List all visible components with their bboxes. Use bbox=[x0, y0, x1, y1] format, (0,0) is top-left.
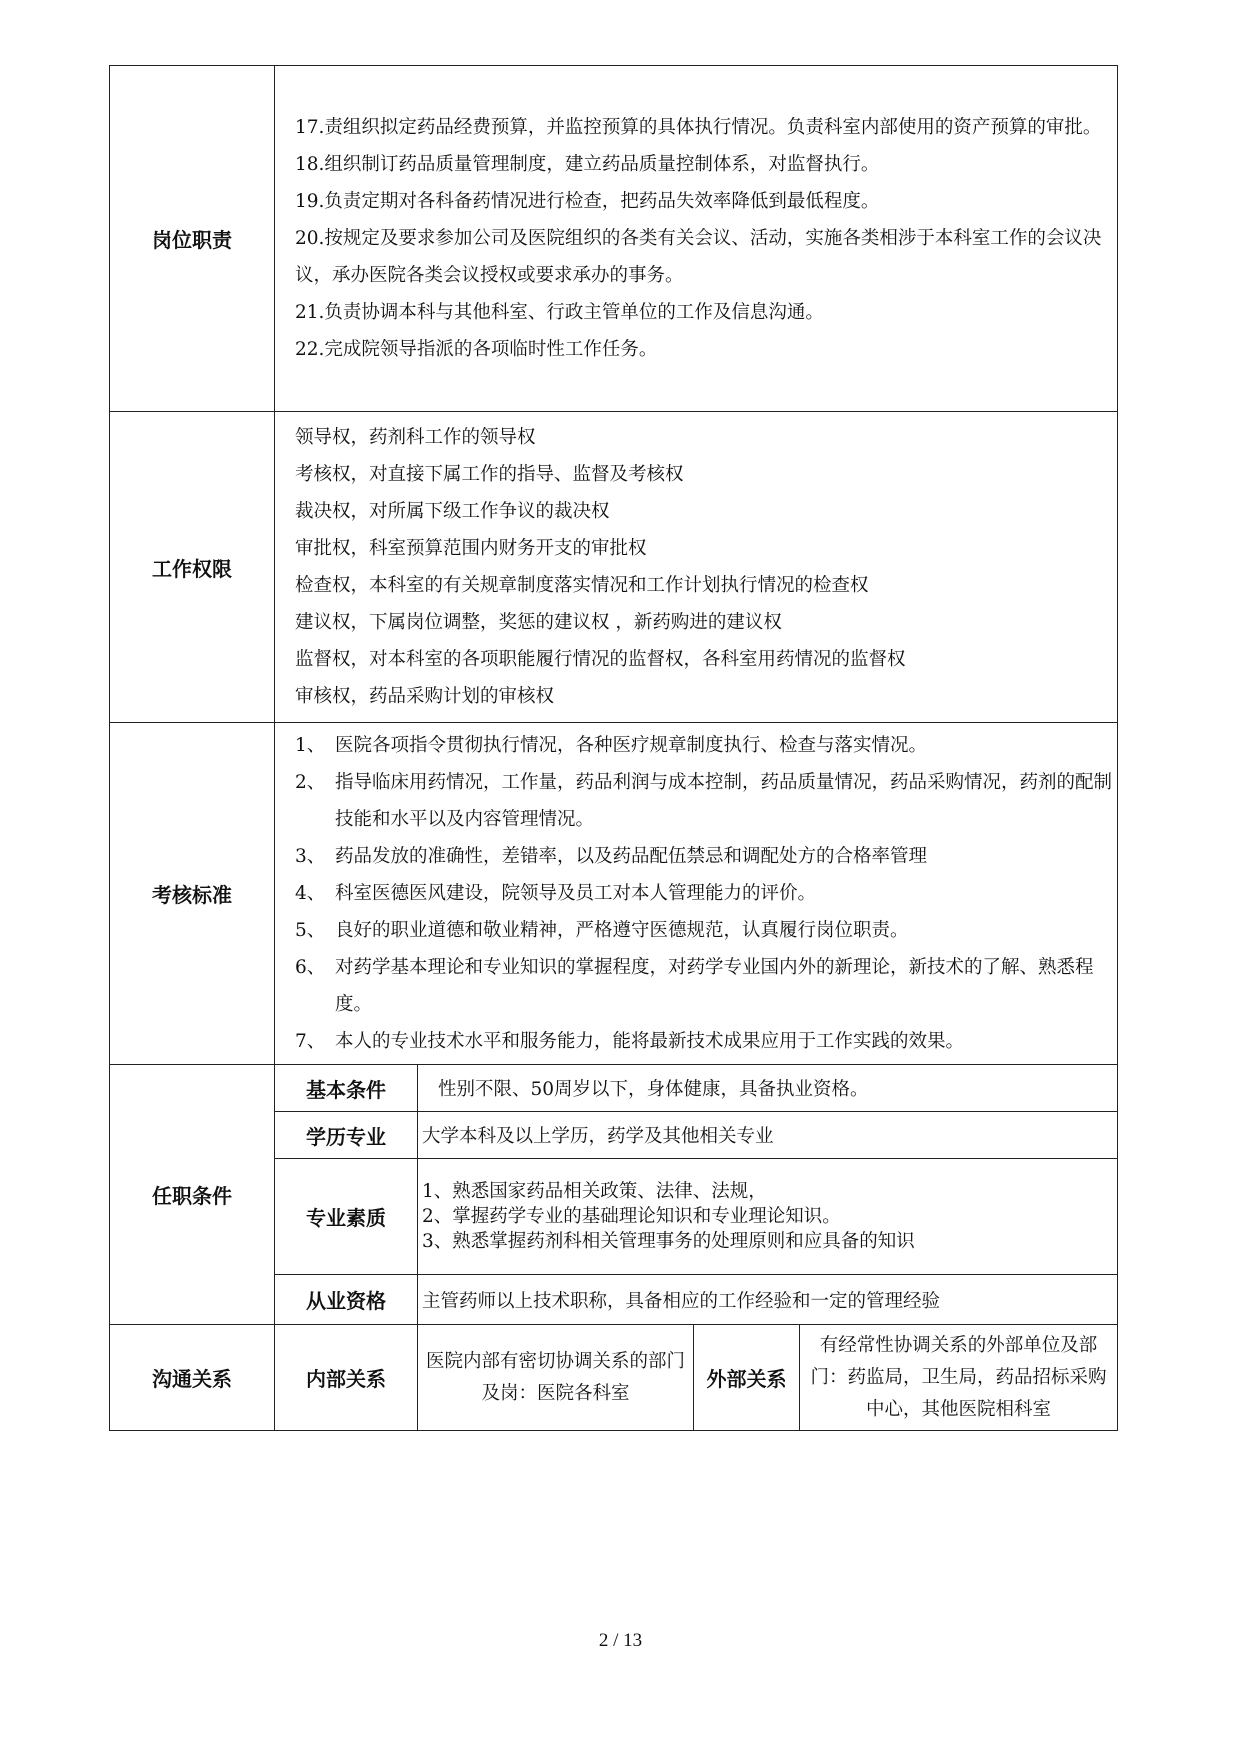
assessment-item-number: 2、 bbox=[295, 772, 326, 793]
professional-quality-line: 2、掌握药学专业的基础理论知识和专业理论知识。 bbox=[422, 1206, 841, 1227]
professional-quality-label: 专业素质 bbox=[275, 1159, 418, 1275]
assessment-item bbox=[295, 764, 1113, 838]
assessment-item-text: 医院各项指令贯彻执行情况，各种医疗规章制度执行、检查与落实情况。 bbox=[335, 735, 928, 756]
professional-quality-line: 3、熟悉掌握药剂科相关管理事务的处理原则和应具备的知识 bbox=[422, 1231, 915, 1252]
duties-row bbox=[110, 66, 1118, 412]
authority-line: 领导权，药剂科工作的领导权 bbox=[295, 427, 536, 448]
duties-line: 21.负责协调本科与其他科室、行政主管单位的工作及信息沟通。 bbox=[295, 302, 824, 323]
authority-line: 监督权，对本科室的各项职能履行情况的监督权，各科室用药情况的监督权 bbox=[295, 649, 906, 670]
job-description-table bbox=[109, 65, 1118, 1431]
assessment-item bbox=[295, 838, 1113, 875]
communication-header: 沟通关系 bbox=[110, 1325, 275, 1431]
assessment-item-number: 6、 bbox=[295, 957, 326, 978]
duties-content bbox=[275, 66, 1118, 412]
assessment-item-number: 5、 bbox=[295, 920, 326, 941]
duties-line: 18.组织制订药品质量管理制度，建立药品质量控制体系，对监督执行。 bbox=[295, 154, 880, 175]
communication-row bbox=[110, 1325, 1118, 1431]
duties-line: 20.按规定及要求参加公司及医院组织的各类有关会议、活动，实施各类相涉于本科室工作的会议决议，承办医院各类会议授权或要求承办的事务。 bbox=[295, 228, 1102, 286]
internal-relations-label: 内部关系 bbox=[275, 1325, 418, 1431]
duties-line: 22.完成院领导指派的各项临时性工作任务。 bbox=[295, 339, 658, 360]
authority-line: 裁决权，对所属下级工作争议的裁决权 bbox=[295, 501, 610, 522]
duties-header: 岗位职责 bbox=[110, 66, 275, 412]
authority-line: 检查权，本科室的有关规章制度落实情况和工作计划执行情况的检查权 bbox=[295, 575, 869, 596]
authority-line: 建议权，下属岗位调整，奖惩的建议权 ，新药购进的建议权 bbox=[295, 612, 782, 633]
assessment-item bbox=[295, 875, 1113, 912]
assessment-item-number: 1、 bbox=[295, 735, 326, 756]
professional-quality-content bbox=[418, 1159, 1118, 1275]
practice-qualification-label: 从业资格 bbox=[275, 1275, 418, 1325]
assessment-row bbox=[110, 723, 1118, 1065]
duties-line: 17.责组织拟定药品经费预算，并监控预算的具体执行情况。负责科室内部使用的资产预算的审批。 bbox=[295, 117, 1102, 138]
assessment-item-text: 本人的专业技术水平和服务能力，能将最新技术成果应用于工作实践的效果。 bbox=[335, 1031, 965, 1052]
page-number: 2 / 13 bbox=[598, 1630, 643, 1651]
basic-conditions-value: 性别不限、50周岁以下，身体健康，具备执业资格。 bbox=[418, 1065, 1118, 1112]
qualifications-header: 任职条件 bbox=[110, 1065, 275, 1325]
assessment-item-number: 4、 bbox=[295, 883, 326, 904]
authority-content bbox=[275, 412, 1118, 723]
education-label: 学历专业 bbox=[275, 1112, 418, 1159]
assessment-item bbox=[295, 912, 1113, 949]
practice-qualification-value: 主管药师以上技术职称，具备相应的工作经验和一定的管理经验 bbox=[418, 1275, 1118, 1325]
authority-line: 考核权，对直接下属工作的指导、监督及考核权 bbox=[295, 464, 684, 485]
internal-relations-value: 医院内部有密切协调关系的部门及岗：医院各科室 bbox=[418, 1325, 694, 1431]
external-relations-value: 有经常性协调关系的外部单位及部门：药监局，卫生局，药品招标采购中心，其他医院相科室 bbox=[800, 1325, 1118, 1431]
assessment-item-text: 药品发放的准确性，差错率，以及药品配伍禁忌和调配处方的合格率管理 bbox=[335, 846, 928, 867]
external-relations-label: 外部关系 bbox=[694, 1325, 800, 1431]
assessment-item bbox=[295, 727, 1113, 764]
duties-line: 19.负责定期对各科备药情况进行检查，把药品失效率降低到最低程度。 bbox=[295, 191, 880, 212]
qualifications-row-basic bbox=[110, 1065, 1118, 1112]
authority-header: 工作权限 bbox=[110, 412, 275, 723]
assessment-item-text: 指导临床用药情况，工作量，药品利润与成本控制，药品质量情况，药品采购情况，药剂的配制技能和水平以及内容管理情况。 bbox=[335, 772, 1113, 830]
professional-quality-line: 1、熟悉国家药品相关政策、法律、法规， bbox=[422, 1181, 767, 1202]
assessment-item bbox=[295, 949, 1113, 1023]
authority-line: 审批权，科室预算范围内财务开支的审批权 bbox=[295, 538, 647, 559]
assessment-item-text: 对药学基本理论和专业知识的掌握程度，对药学专业国内外的新理论，新技术的了解、熟悉程度。 bbox=[335, 957, 1094, 1015]
basic-conditions-label: 基本条件 bbox=[275, 1065, 418, 1112]
assessment-item bbox=[295, 1023, 1113, 1060]
assessment-item-number: 7、 bbox=[295, 1031, 326, 1052]
authority-row bbox=[110, 412, 1118, 723]
assessment-header: 考核标准 bbox=[110, 723, 275, 1065]
assessment-item-number: 3、 bbox=[295, 846, 326, 867]
authority-line: 审核权，药品采购计划的审核权 bbox=[295, 686, 555, 707]
assessment-item-text: 良好的职业道德和敬业精神，严格遵守医德规范，认真履行岗位职责。 bbox=[335, 920, 909, 941]
education-value: 大学本科及以上学历，药学及其他相关专业 bbox=[418, 1112, 1118, 1159]
assessment-item-text: 科室医德医风建设，院领导及员工对本人管理能力的评价。 bbox=[335, 883, 817, 904]
assessment-content bbox=[275, 723, 1118, 1065]
